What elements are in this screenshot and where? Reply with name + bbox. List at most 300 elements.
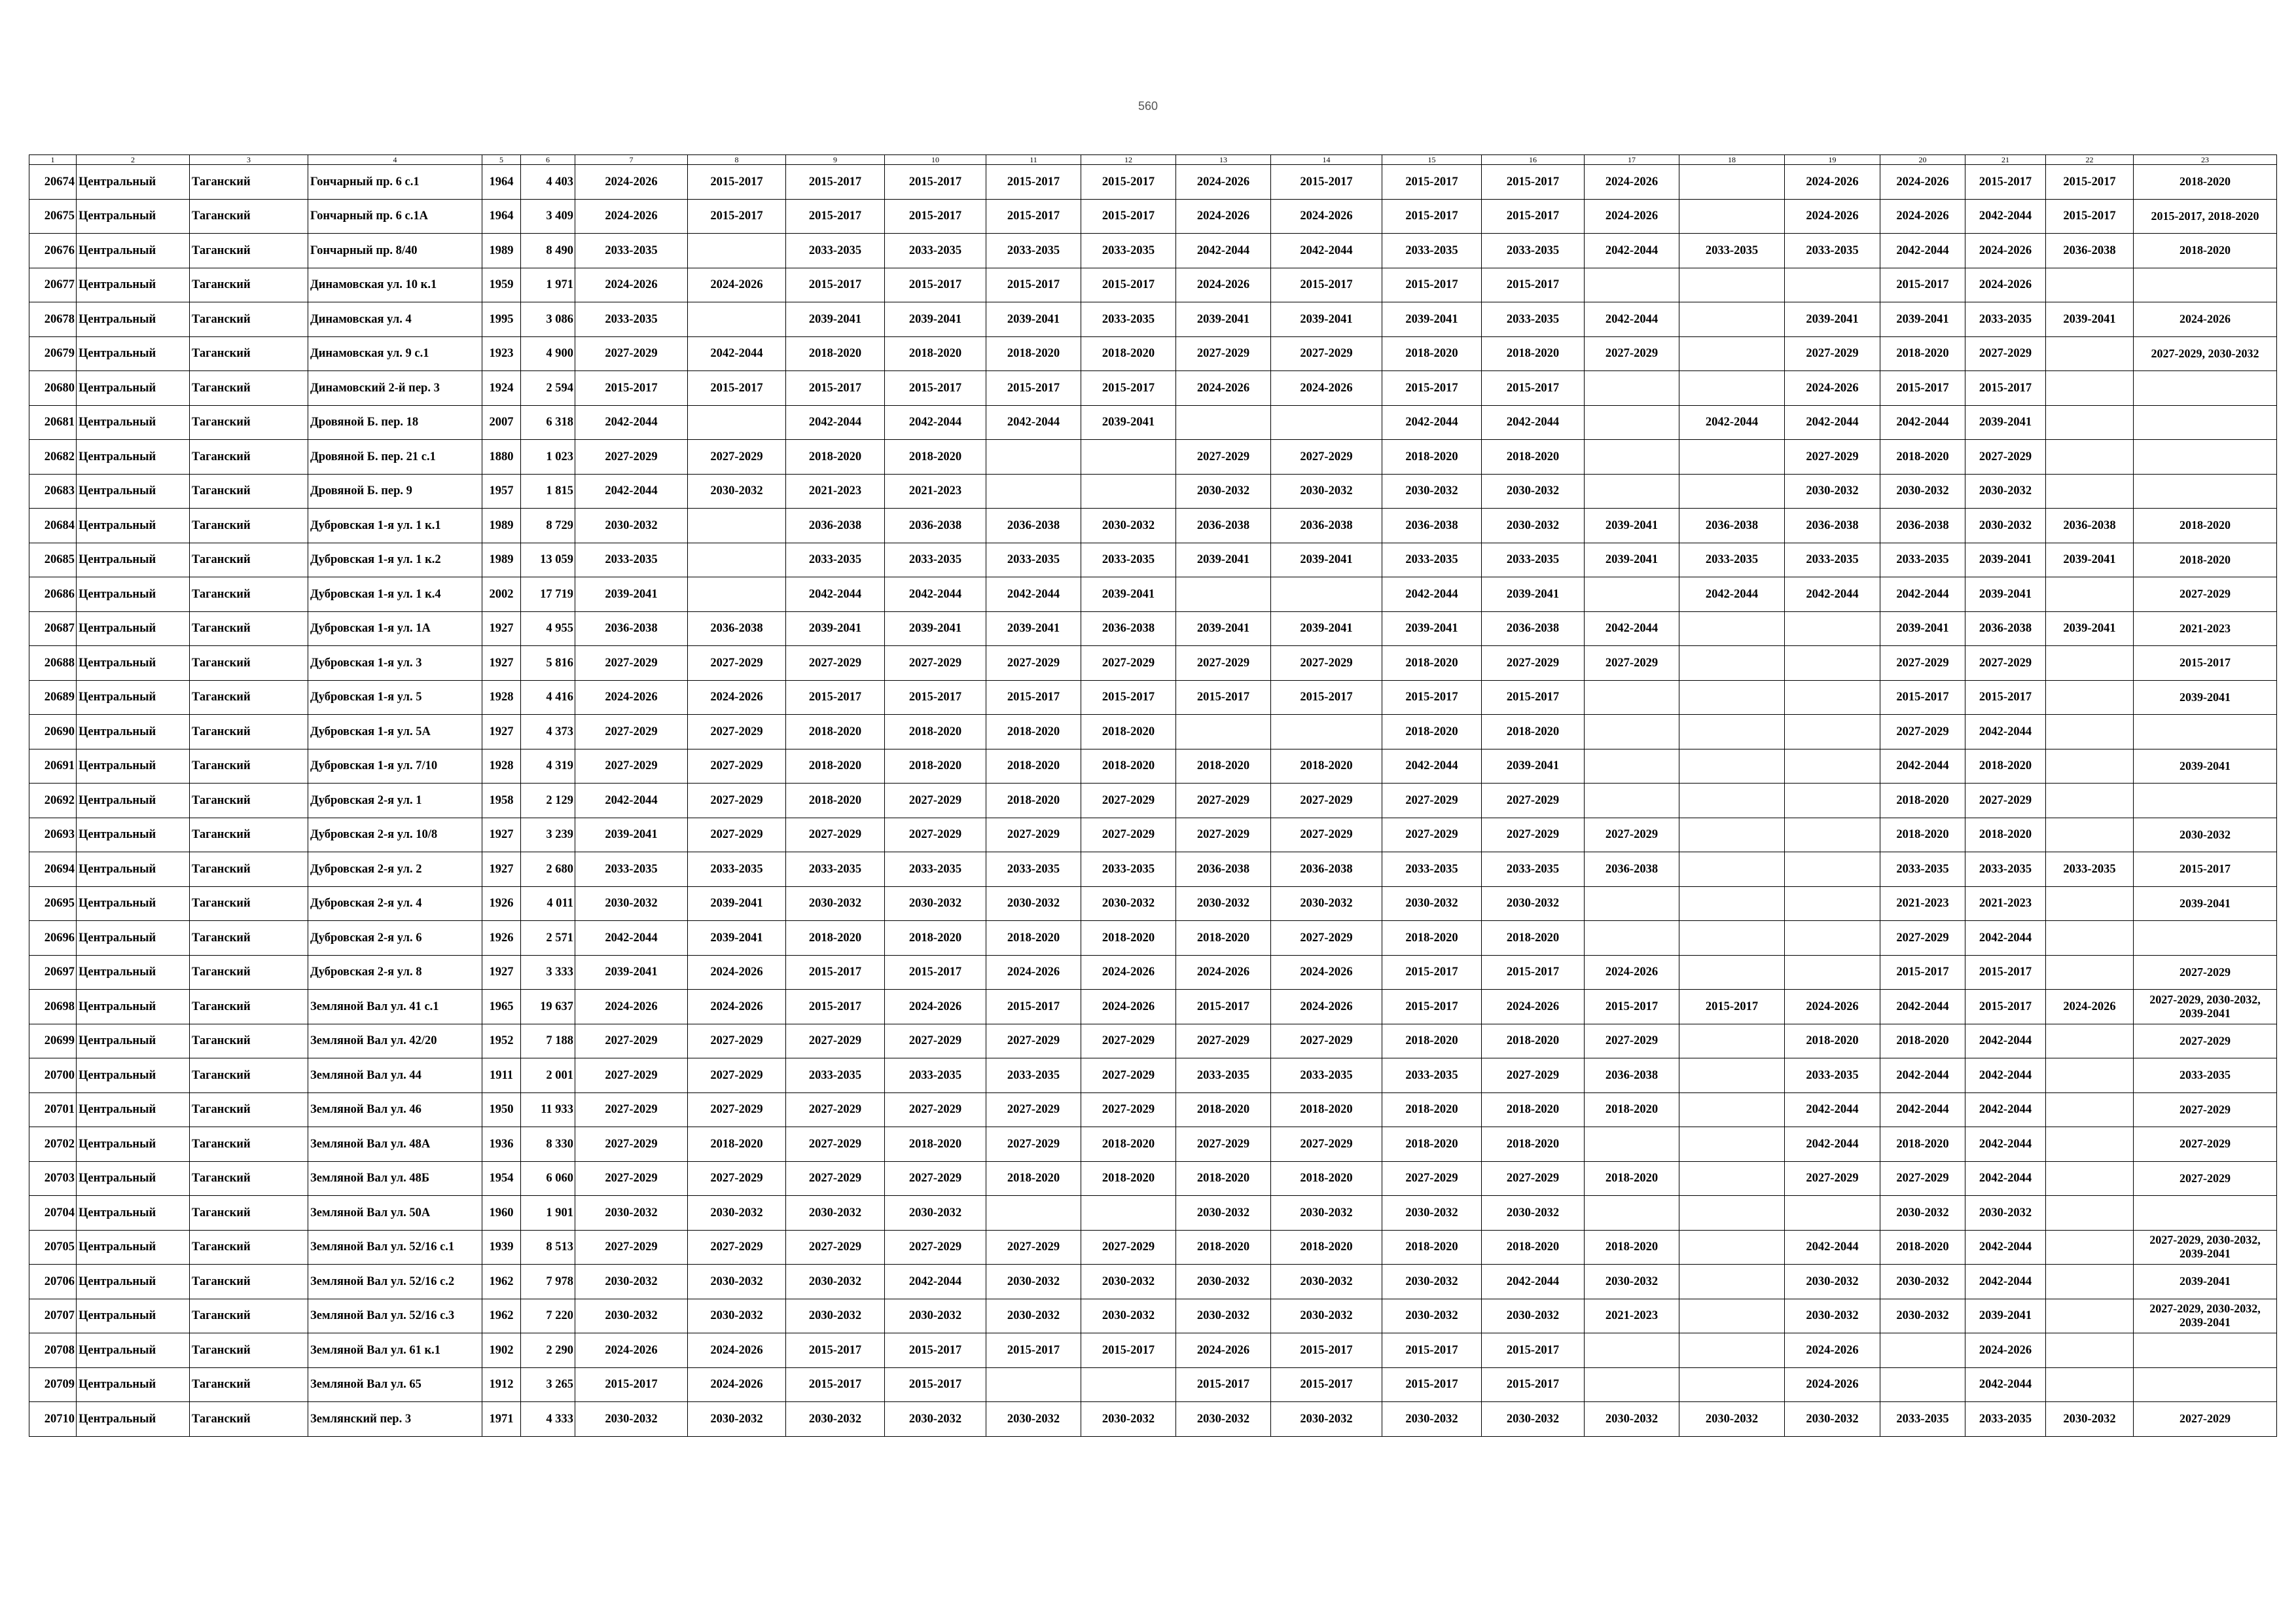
cell-year-built: 1989 <box>482 234 521 268</box>
cell-period-c14: 2027-2029 <box>1271 646 1382 681</box>
cell-period-c12 <box>1081 440 1176 475</box>
cell-period-c14: 2036-2038 <box>1271 852 1382 887</box>
cell-year-built: 1964 <box>482 165 521 200</box>
cell-period-c11: 2027-2029 <box>986 1092 1081 1127</box>
cell-period-c11: 2015-2017 <box>986 268 1081 302</box>
cell-period-c23: 2027-2029 <box>2134 1402 2277 1437</box>
cell-floor-area: 2 290 <box>521 1333 575 1368</box>
cell-period-c21: 2042-2044 <box>1965 1265 2046 1299</box>
cell-period-c21: 2042-2044 <box>1965 1024 2046 1058</box>
cell-period-c13: 2030-2032 <box>1176 474 1271 509</box>
column-number-10: 10 <box>885 155 986 165</box>
cell-period-c20: 2021-2023 <box>1880 886 1965 921</box>
cell-period-c9: 2033-2035 <box>786 543 885 577</box>
cell-period-c14: 2018-2020 <box>1271 1230 1382 1265</box>
cell-period-c17: 2027-2029 <box>1585 1024 1679 1058</box>
cell-period-c22 <box>2046 680 2134 715</box>
cell-period-c23 <box>2134 1196 2277 1231</box>
cell-period-c17: 2018-2020 <box>1585 1161 1679 1196</box>
cell-address: Земляной Вал ул. 52/16 с.1 <box>308 1230 482 1265</box>
cell-period-c16: 2042-2044 <box>1482 1265 1585 1299</box>
cell-period-c15: 2042-2044 <box>1382 405 1482 440</box>
cell-period-c22 <box>2046 1230 2134 1265</box>
cell-period-c16: 2033-2035 <box>1482 543 1585 577</box>
cell-period-c19: 2030-2032 <box>1785 1402 1880 1437</box>
cell-floor-area: 8 729 <box>521 509 575 543</box>
cell-period-c21: 2024-2026 <box>1965 268 2046 302</box>
cell-period-c19: 2033-2035 <box>1785 543 1880 577</box>
cell-period-c20: 2042-2044 <box>1880 577 1965 612</box>
cell-area: Таганский <box>190 611 308 646</box>
cell-period-c16: 2018-2020 <box>1482 715 1585 749</box>
cell-period-c13: 2018-2020 <box>1176 1161 1271 1196</box>
cell-period-c20 <box>1880 1367 1965 1402</box>
cell-period-c23: 2015-2017 <box>2134 852 2277 887</box>
cell-district: Центральный <box>77 1092 190 1127</box>
cell-record-id: 20679 <box>29 336 77 371</box>
cell-period-c8: 2024-2026 <box>688 990 786 1024</box>
cell-period-c18: 2030-2032 <box>1679 1402 1785 1437</box>
cell-period-c10: 2015-2017 <box>885 199 986 234</box>
cell-period-c18 <box>1679 715 1785 749</box>
cell-record-id: 20702 <box>29 1127 77 1162</box>
cell-period-c8: 2015-2017 <box>688 371 786 406</box>
cell-period-c22 <box>2046 646 2134 681</box>
cell-period-c9: 2027-2029 <box>786 1161 885 1196</box>
cell-record-id: 20708 <box>29 1333 77 1368</box>
cell-period-c14 <box>1271 405 1382 440</box>
cell-period-c11: 2018-2020 <box>986 749 1081 784</box>
cell-period-c12: 2027-2029 <box>1081 1058 1176 1093</box>
cell-period-c12 <box>1081 1367 1176 1402</box>
table-row <box>29 990 2277 1024</box>
column-number-3: 3 <box>190 155 308 165</box>
cell-period-c15: 2033-2035 <box>1382 543 1482 577</box>
cell-record-id: 20699 <box>29 1024 77 1058</box>
cell-period-c8: 2027-2029 <box>688 784 786 818</box>
cell-period-c8: 2015-2017 <box>688 165 786 200</box>
cell-district: Центральный <box>77 715 190 749</box>
column-number-7: 7 <box>575 155 688 165</box>
cell-period-c7: 2042-2044 <box>575 921 688 956</box>
cell-period-c10: 2030-2032 <box>885 886 986 921</box>
cell-period-c12: 2030-2032 <box>1081 1402 1176 1437</box>
cell-period-c11: 2039-2041 <box>986 611 1081 646</box>
cell-period-c23 <box>2134 1333 2277 1368</box>
cell-period-c18 <box>1679 1230 1785 1265</box>
cell-floor-area: 4 333 <box>521 1402 575 1437</box>
cell-period-c12: 2024-2026 <box>1081 990 1176 1024</box>
cell-period-c16: 2036-2038 <box>1482 611 1585 646</box>
cell-district: Центральный <box>77 1265 190 1299</box>
cell-period-c21: 2030-2032 <box>1965 474 2046 509</box>
cell-period-c16: 2018-2020 <box>1482 921 1585 956</box>
cell-period-c23: 2039-2041 <box>2134 749 2277 784</box>
cell-period-c12: 2027-2029 <box>1081 784 1176 818</box>
cell-area: Таганский <box>190 1196 308 1231</box>
cell-period-c17: 2021-2023 <box>1585 1299 1679 1333</box>
cell-period-c12: 2018-2020 <box>1081 336 1176 371</box>
cell-period-c11: 2015-2017 <box>986 1333 1081 1368</box>
cell-period-c10: 2015-2017 <box>885 680 986 715</box>
cell-record-id: 20683 <box>29 474 77 509</box>
cell-period-c20: 2030-2032 <box>1880 1265 1965 1299</box>
cell-period-c8: 2036-2038 <box>688 611 786 646</box>
cell-period-c7: 2033-2035 <box>575 852 688 887</box>
cell-district: Центральный <box>77 1333 190 1368</box>
cell-period-c18 <box>1679 1092 1785 1127</box>
cell-period-c19: 2042-2044 <box>1785 1127 1880 1162</box>
cell-floor-area: 6 060 <box>521 1161 575 1196</box>
column-number-13: 13 <box>1176 155 1271 165</box>
cell-area: Таганский <box>190 440 308 475</box>
cell-period-c9: 2018-2020 <box>786 921 885 956</box>
cell-area: Таганский <box>190 1367 308 1402</box>
cell-year-built: 1926 <box>482 921 521 956</box>
cell-district: Центральный <box>77 1127 190 1162</box>
cell-address: Дубровская 1-я ул. 3 <box>308 646 482 681</box>
cell-period-c7: 2024-2026 <box>575 165 688 200</box>
cell-address: Гончарный пр. 6 с.1 <box>308 165 482 200</box>
cell-period-c20: 2033-2035 <box>1880 1402 1965 1437</box>
cell-period-c8: 2030-2032 <box>688 1402 786 1437</box>
cell-period-c7: 2024-2026 <box>575 680 688 715</box>
cell-period-c13: 2030-2032 <box>1176 1265 1271 1299</box>
cell-period-c17: 2018-2020 <box>1585 1230 1679 1265</box>
cell-period-c14: 2027-2029 <box>1271 1127 1382 1162</box>
cell-period-c16: 2018-2020 <box>1482 1127 1585 1162</box>
cell-period-c22: 2033-2035 <box>2046 852 2134 887</box>
cell-record-id: 20682 <box>29 440 77 475</box>
table-row <box>29 1265 2277 1299</box>
cell-period-c7: 2030-2032 <box>575 509 688 543</box>
cell-area: Таганский <box>190 509 308 543</box>
cell-record-id: 20694 <box>29 852 77 887</box>
cell-period-c11 <box>986 474 1081 509</box>
cell-period-c19: 2024-2026 <box>1785 1367 1880 1402</box>
cell-area: Таганский <box>190 715 308 749</box>
cell-area: Таганский <box>190 1161 308 1196</box>
cell-period-c18 <box>1679 1265 1785 1299</box>
cell-period-c17 <box>1585 405 1679 440</box>
cell-area: Таганский <box>190 886 308 921</box>
cell-period-c23: 2015-2017 <box>2134 646 2277 681</box>
cell-address: Земляной Вал ул. 48А <box>308 1127 482 1162</box>
cell-area: Таганский <box>190 680 308 715</box>
cell-floor-area: 1 815 <box>521 474 575 509</box>
table-row <box>29 405 2277 440</box>
cell-period-c20: 2042-2044 <box>1880 405 1965 440</box>
cell-period-c9: 2030-2032 <box>786 1265 885 1299</box>
cell-period-c13 <box>1176 715 1271 749</box>
column-number-9: 9 <box>786 155 885 165</box>
cell-record-id: 20684 <box>29 509 77 543</box>
cell-period-c15: 2033-2035 <box>1382 234 1482 268</box>
cell-period-c20: 2030-2032 <box>1880 1299 1965 1333</box>
cell-period-c13: 2030-2032 <box>1176 886 1271 921</box>
cell-period-c18 <box>1679 1333 1785 1368</box>
cell-area: Таганский <box>190 474 308 509</box>
cell-period-c13: 2027-2029 <box>1176 1127 1271 1162</box>
cell-year-built: 1989 <box>482 543 521 577</box>
cell-period-c14 <box>1271 715 1382 749</box>
cell-address: Земляной Вал ул. 61 к.1 <box>308 1333 482 1368</box>
cell-floor-area: 1 023 <box>521 440 575 475</box>
cell-period-c9: 2015-2017 <box>786 199 885 234</box>
cell-record-id: 20677 <box>29 268 77 302</box>
cell-period-c21: 2030-2032 <box>1965 509 2046 543</box>
cell-period-c19 <box>1785 646 1880 681</box>
cell-period-c13: 2024-2026 <box>1176 955 1271 990</box>
cell-address: Земляной Вал ул. 50А <box>308 1196 482 1231</box>
column-number-22: 22 <box>2046 155 2134 165</box>
cell-period-c12: 2039-2041 <box>1081 577 1176 612</box>
cell-period-c8: 2015-2017 <box>688 199 786 234</box>
cell-period-c8 <box>688 543 786 577</box>
cell-period-c9: 2015-2017 <box>786 371 885 406</box>
cell-period-c16: 2033-2035 <box>1482 234 1585 268</box>
cell-period-c13: 2036-2038 <box>1176 852 1271 887</box>
cell-period-c18 <box>1679 818 1785 852</box>
cell-period-c23: 2027-2029, 2030-2032, 2039-2041 <box>2134 1299 2277 1333</box>
cell-period-c8: 2042-2044 <box>688 336 786 371</box>
cell-area: Таганский <box>190 852 308 887</box>
cell-period-c12: 2018-2020 <box>1081 921 1176 956</box>
cell-period-c7: 2027-2029 <box>575 1024 688 1058</box>
cell-period-c14: 2030-2032 <box>1271 1299 1382 1333</box>
cell-period-c17 <box>1585 1333 1679 1368</box>
cell-period-c22 <box>2046 336 2134 371</box>
cell-period-c12: 2033-2035 <box>1081 302 1176 337</box>
cell-area: Таганский <box>190 1333 308 1368</box>
cell-period-c15: 2018-2020 <box>1382 1024 1482 1058</box>
cell-period-c9: 2015-2017 <box>786 268 885 302</box>
cell-year-built: 1927 <box>482 852 521 887</box>
cell-district: Центральный <box>77 474 190 509</box>
cell-address: Дубровская 1-я ул. 1А <box>308 611 482 646</box>
cell-period-c10: 2018-2020 <box>885 1127 986 1162</box>
cell-period-c10: 2033-2035 <box>885 1058 986 1093</box>
cell-period-c14: 2024-2026 <box>1271 199 1382 234</box>
cell-period-c21: 2039-2041 <box>1965 577 2046 612</box>
cell-period-c9: 2015-2017 <box>786 1333 885 1368</box>
cell-period-c9: 2018-2020 <box>786 440 885 475</box>
cell-period-c8: 2027-2029 <box>688 646 786 681</box>
cell-period-c18: 2033-2035 <box>1679 543 1785 577</box>
cell-period-c15: 2030-2032 <box>1382 1196 1482 1231</box>
cell-period-c15: 2030-2032 <box>1382 886 1482 921</box>
cell-period-c13: 2027-2029 <box>1176 440 1271 475</box>
cell-period-c19: 2042-2044 <box>1785 1092 1880 1127</box>
table-row <box>29 302 2277 337</box>
table-row <box>29 577 2277 612</box>
cell-address: Дубровская 1-я ул. 5 <box>308 680 482 715</box>
column-number-23: 23 <box>2134 155 2277 165</box>
cell-period-c14: 2039-2041 <box>1271 611 1382 646</box>
cell-period-c9: 2030-2032 <box>786 1402 885 1437</box>
cell-period-c8: 2039-2041 <box>688 921 786 956</box>
cell-period-c11 <box>986 1196 1081 1231</box>
cell-year-built: 1960 <box>482 1196 521 1231</box>
cell-period-c22: 2015-2017 <box>2046 165 2134 200</box>
cell-period-c19: 2036-2038 <box>1785 509 1880 543</box>
cell-period-c21: 2015-2017 <box>1965 680 2046 715</box>
cell-period-c19: 2030-2032 <box>1785 474 1880 509</box>
table-row <box>29 852 2277 887</box>
cell-period-c16: 2015-2017 <box>1482 1367 1585 1402</box>
cell-period-c14: 2030-2032 <box>1271 1265 1382 1299</box>
cell-period-c12 <box>1081 1196 1176 1231</box>
cell-period-c11: 2036-2038 <box>986 509 1081 543</box>
cell-period-c18 <box>1679 302 1785 337</box>
cell-record-id: 20692 <box>29 784 77 818</box>
cell-period-c19: 2024-2026 <box>1785 165 1880 200</box>
cell-address: Земляной Вал ул. 65 <box>308 1367 482 1402</box>
cell-year-built: 1952 <box>482 1024 521 1058</box>
cell-address: Гончарный пр. 6 с.1А <box>308 199 482 234</box>
cell-period-c12: 2015-2017 <box>1081 680 1176 715</box>
cell-period-c8: 2027-2029 <box>688 1058 786 1093</box>
cell-period-c9: 2027-2029 <box>786 1127 885 1162</box>
cell-period-c21: 2039-2041 <box>1965 405 2046 440</box>
table-row <box>29 1127 2277 1162</box>
cell-address: Дубровская 1-я ул. 1 к.2 <box>308 543 482 577</box>
cell-period-c16: 2030-2032 <box>1482 1402 1585 1437</box>
cell-period-c14: 2036-2038 <box>1271 509 1382 543</box>
cell-period-c10: 2018-2020 <box>885 921 986 956</box>
cell-area: Таганский <box>190 921 308 956</box>
cell-period-c15: 2039-2041 <box>1382 302 1482 337</box>
capital-repair-schedule-table <box>29 154 2277 1437</box>
cell-period-c16: 2030-2032 <box>1482 1196 1585 1231</box>
cell-year-built: 1926 <box>482 886 521 921</box>
cell-period-c7: 2033-2035 <box>575 302 688 337</box>
cell-period-c23: 2027-2029 <box>2134 577 2277 612</box>
cell-period-c10: 2015-2017 <box>885 1367 986 1402</box>
cell-period-c16: 2039-2041 <box>1482 577 1585 612</box>
cell-period-c15: 2042-2044 <box>1382 577 1482 612</box>
cell-area: Таганский <box>190 1402 308 1437</box>
cell-period-c20: 2039-2041 <box>1880 302 1965 337</box>
cell-period-c23 <box>2134 715 2277 749</box>
cell-period-c23: 2027-2029, 2030-2032, 2039-2041 <box>2134 1230 2277 1265</box>
cell-area: Таганский <box>190 1058 308 1093</box>
cell-period-c10: 2018-2020 <box>885 336 986 371</box>
cell-period-c23: 2018-2020 <box>2134 509 2277 543</box>
cell-district: Центральный <box>77 577 190 612</box>
cell-period-c11: 2027-2029 <box>986 818 1081 852</box>
cell-period-c9: 2015-2017 <box>786 990 885 1024</box>
cell-period-c12: 2018-2020 <box>1081 1127 1176 1162</box>
cell-period-c17: 2042-2044 <box>1585 611 1679 646</box>
cell-period-c15: 2042-2044 <box>1382 749 1482 784</box>
cell-period-c13 <box>1176 405 1271 440</box>
cell-period-c12: 2027-2029 <box>1081 646 1176 681</box>
cell-floor-area: 4 900 <box>521 336 575 371</box>
cell-period-c11: 2033-2035 <box>986 234 1081 268</box>
cell-period-c9: 2042-2044 <box>786 577 885 612</box>
cell-year-built: 1927 <box>482 646 521 681</box>
cell-period-c21: 2024-2026 <box>1965 234 2046 268</box>
page-number: 560 <box>1138 99 1158 113</box>
cell-address: Дубровская 1-я ул. 1 к.4 <box>308 577 482 612</box>
cell-period-c14: 2027-2029 <box>1271 784 1382 818</box>
table-row <box>29 474 2277 509</box>
cell-district: Центральный <box>77 784 190 818</box>
cell-period-c11: 2027-2029 <box>986 1127 1081 1162</box>
cell-district: Центральный <box>77 199 190 234</box>
cell-period-c15: 2015-2017 <box>1382 1367 1482 1402</box>
cell-period-c18 <box>1679 784 1785 818</box>
cell-period-c10: 2015-2017 <box>885 371 986 406</box>
cell-period-c17 <box>1585 1367 1679 1402</box>
cell-period-c22 <box>2046 1058 2134 1093</box>
cell-period-c17 <box>1585 1196 1679 1231</box>
column-number-row <box>29 155 2277 165</box>
cell-period-c21: 2042-2044 <box>1965 715 2046 749</box>
cell-period-c13: 2024-2026 <box>1176 1333 1271 1368</box>
cell-address: Динамовская ул. 4 <box>308 302 482 337</box>
cell-period-c20: 2027-2029 <box>1880 921 1965 956</box>
cell-period-c19: 2033-2035 <box>1785 1058 1880 1093</box>
column-number-1: 1 <box>29 155 77 165</box>
cell-period-c15: 2018-2020 <box>1382 1127 1482 1162</box>
cell-period-c7: 2039-2041 <box>575 818 688 852</box>
cell-record-id: 20701 <box>29 1092 77 1127</box>
cell-district: Центральный <box>77 611 190 646</box>
cell-period-c23: 2039-2041 <box>2134 680 2277 715</box>
cell-period-c19: 2033-2035 <box>1785 234 1880 268</box>
cell-record-id: 20675 <box>29 199 77 234</box>
cell-period-c10: 2018-2020 <box>885 715 986 749</box>
cell-period-c7: 2027-2029 <box>575 336 688 371</box>
cell-period-c9: 2042-2044 <box>786 405 885 440</box>
cell-period-c17 <box>1585 577 1679 612</box>
cell-period-c13: 2018-2020 <box>1176 1230 1271 1265</box>
cell-period-c8: 2030-2032 <box>688 1265 786 1299</box>
cell-period-c7: 2036-2038 <box>575 611 688 646</box>
cell-period-c11 <box>986 1367 1081 1402</box>
cell-period-c18 <box>1679 199 1785 234</box>
cell-district: Центральный <box>77 371 190 406</box>
cell-period-c15: 2036-2038 <box>1382 509 1482 543</box>
cell-period-c12: 2015-2017 <box>1081 199 1176 234</box>
table-row <box>29 234 2277 268</box>
cell-period-c8: 2027-2029 <box>688 1230 786 1265</box>
cell-period-c7: 2024-2026 <box>575 199 688 234</box>
cell-period-c17: 2042-2044 <box>1585 302 1679 337</box>
cell-period-c9: 2033-2035 <box>786 234 885 268</box>
cell-period-c19: 2027-2029 <box>1785 440 1880 475</box>
cell-period-c14: 2039-2041 <box>1271 302 1382 337</box>
cell-year-built: 1927 <box>482 818 521 852</box>
table-row <box>29 1161 2277 1196</box>
cell-period-c20: 2015-2017 <box>1880 680 1965 715</box>
cell-period-c9: 2027-2029 <box>786 646 885 681</box>
cell-period-c21: 2018-2020 <box>1965 818 2046 852</box>
cell-period-c21: 2039-2041 <box>1965 1299 2046 1333</box>
cell-period-c8 <box>688 509 786 543</box>
cell-period-c23: 2027-2029 <box>2134 1161 2277 1196</box>
cell-period-c16: 2015-2017 <box>1482 165 1585 200</box>
cell-period-c14: 2027-2029 <box>1271 921 1382 956</box>
cell-floor-area: 7 978 <box>521 1265 575 1299</box>
cell-period-c15: 2015-2017 <box>1382 165 1482 200</box>
cell-period-c23 <box>2134 474 2277 509</box>
cell-period-c13: 2015-2017 <box>1176 1367 1271 1402</box>
cell-record-id: 20707 <box>29 1299 77 1333</box>
cell-record-id: 20687 <box>29 611 77 646</box>
